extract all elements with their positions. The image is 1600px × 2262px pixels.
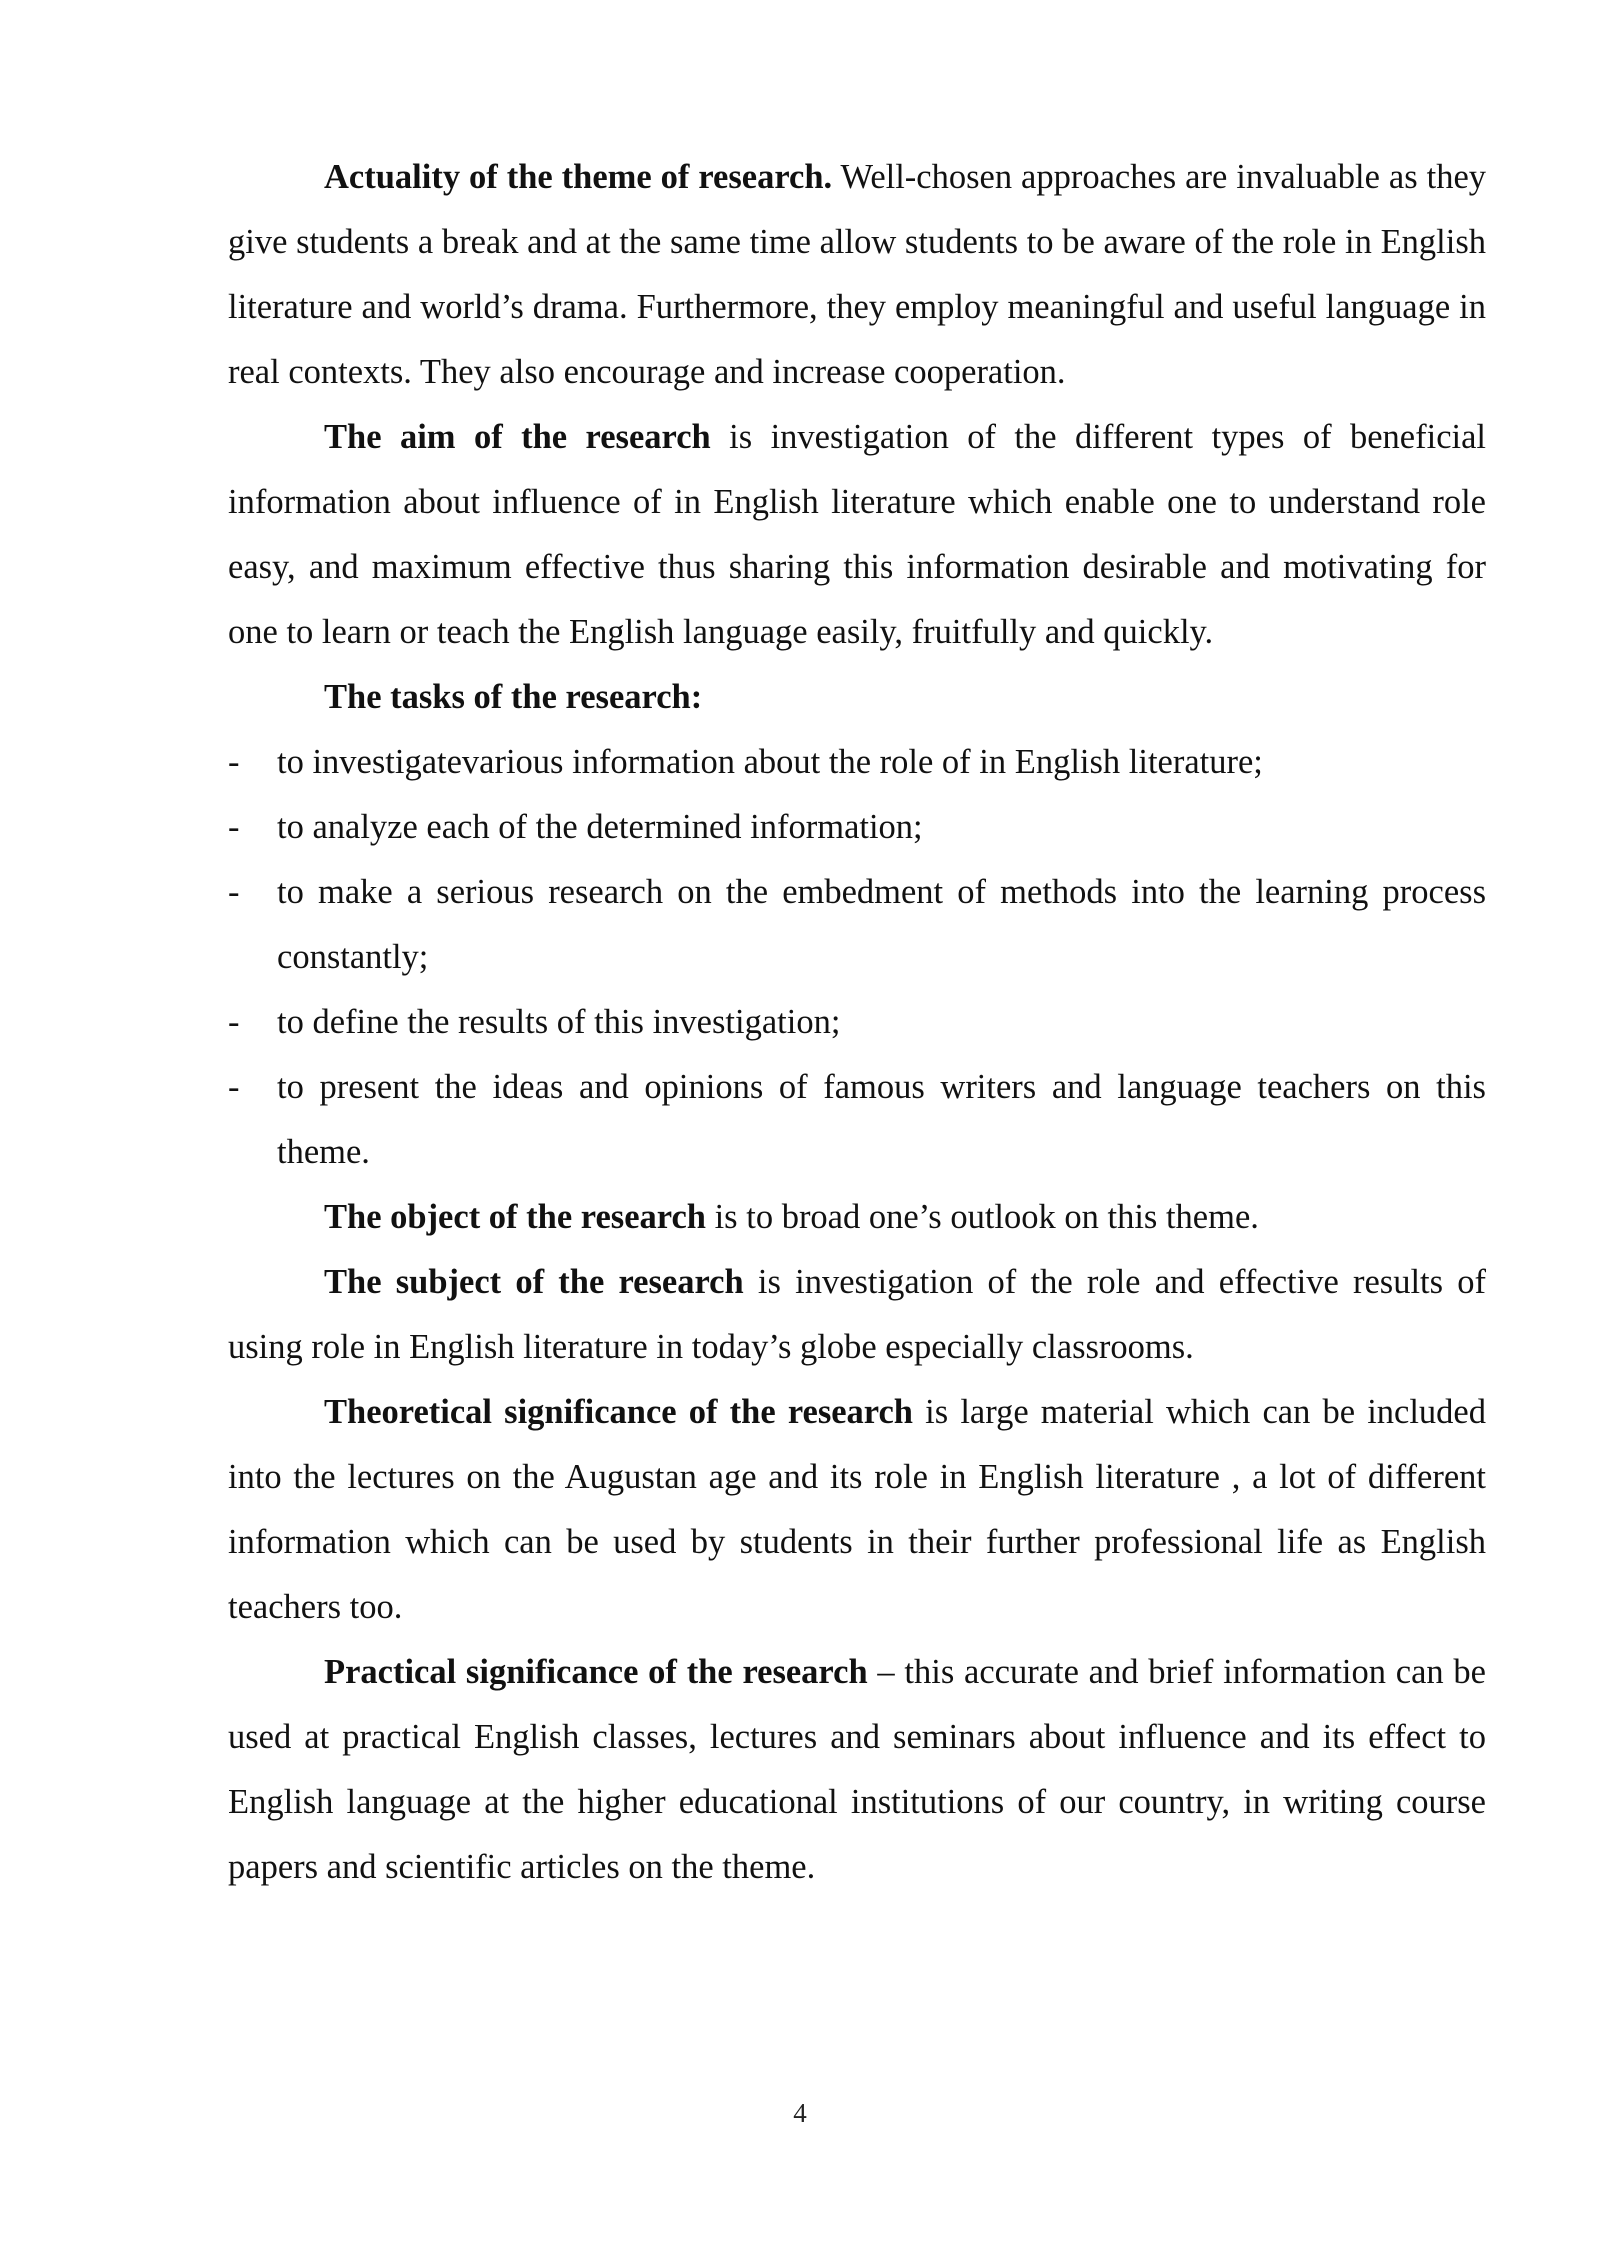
task-item [228,860,1486,990]
object-heading: The object of the research [324,1198,706,1236]
practical-text: – this accurate and brief information can be used at practical English classes, lectures and seminars about influence and its effect to English language at the higher educational institutions of our country, in writing course papers and scientific articles on the theme. [228,1653,1486,1886]
list-dash: - [228,1003,240,1041]
tasks-heading: The tasks of the research: [324,678,703,716]
list-dash: - [228,743,240,781]
task-text: to make a serious research on the embedment of methods into the learning process constantly; [277,873,1486,976]
tasks-list [228,730,1486,1185]
practical-paragraph [228,1640,1486,1900]
list-dash: - [228,873,240,911]
aim-text: is investigation of the different types of beneficial information about influence of in English literature which enable one to understand role easy, and maximum effective thus sharing this information desirable and motivating for one to learn or teach the English language easily, fruitfully and quickly. [228,418,1486,651]
task-text: to investigatevarious information about the role of in English literature; [277,743,1263,781]
actuality-heading: Actuality of the theme of research. [324,158,833,196]
theoretical-paragraph [228,1380,1486,1640]
page-number: 4 [793,2098,807,2128]
subject-text: is investigation of the role and effective results of using role in English literature in today’s globe especially classrooms. [228,1263,1486,1366]
actuality-paragraph [228,145,1486,405]
subject-paragraph [228,1250,1486,1380]
theoretical-heading: Theoretical significance of the research [324,1393,913,1431]
task-text: to define the results of this investigation; [277,1003,841,1041]
subject-heading: The subject of the research [324,1263,744,1301]
aim-paragraph [228,405,1486,665]
object-paragraph [228,1185,1486,1250]
task-item [228,1055,1486,1185]
list-dash: - [228,1068,240,1106]
task-item [228,730,1486,795]
object-text: is to broad one’s outlook on this theme. [705,1198,1259,1236]
aim-heading: The aim of the research [324,418,711,456]
actuality-text: Well-chosen approaches are invaluable as they give students a break and at the same time allow students to be aware of the role in English literature and world’s drama. Furthermore, they employ meaningful and useful language in real contexts. They also encourage and increase cooperation. [228,158,1487,391]
task-item [228,990,1486,1055]
task-text: to present the ideas and opinions of famous writers and language teachers on this theme. [277,1068,1486,1171]
document-page [228,145,1486,1900]
list-dash: - [228,808,240,846]
task-item [228,795,1486,860]
theoretical-text: is large material which can be included into the lectures on the Augustan age and its role in English literature , a lot of different information which can be used by students in their further professional life as English teachers too. [228,1393,1486,1626]
task-text: to analyze each of the determined information; [277,808,923,846]
practical-heading: Practical significance of the research [324,1653,868,1691]
